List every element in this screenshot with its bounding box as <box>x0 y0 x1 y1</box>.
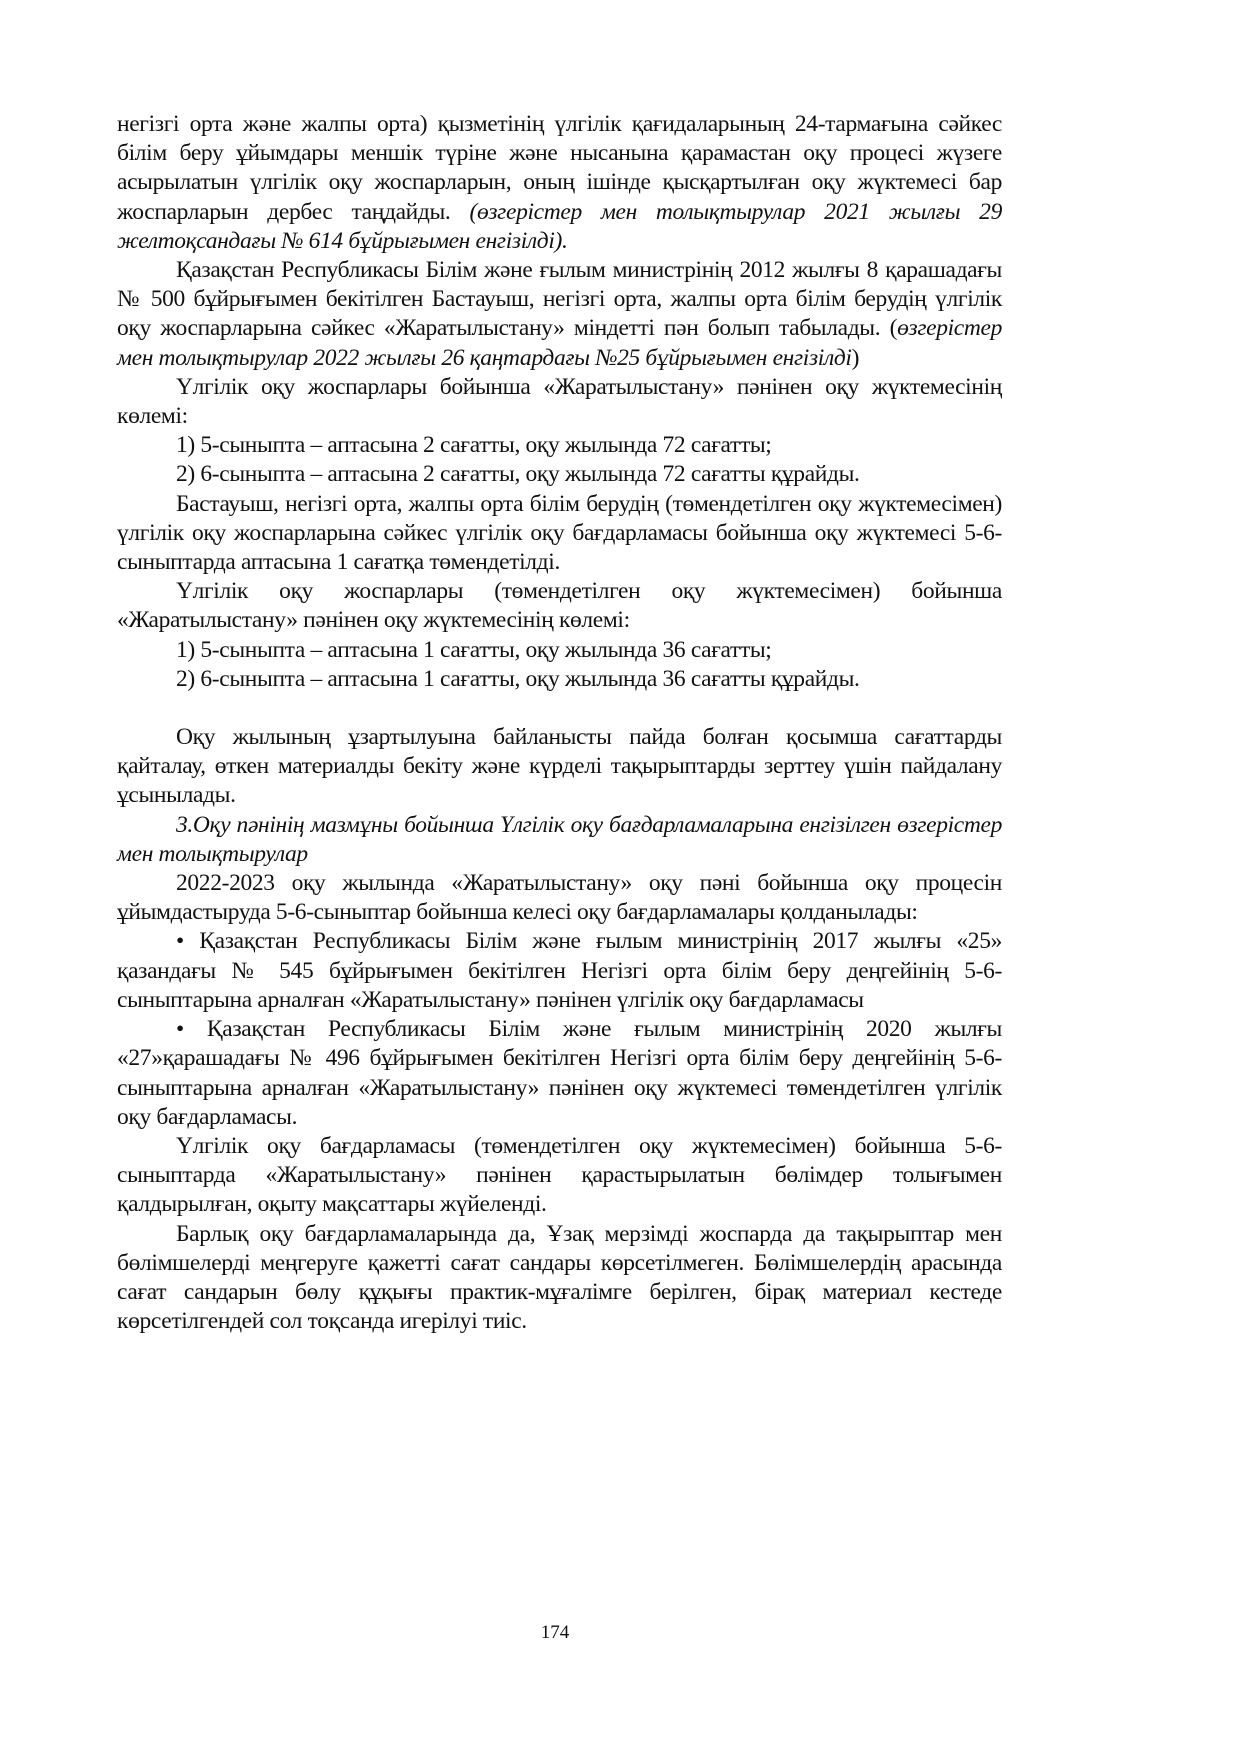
paragraph-programs-intro: 2022-2023 оқу жылында «Жаратылыстану» оқу пәні бойынша оқу процесін ұйымдастыруда 5-6-сыныптар бойынша келесі оқу бағдарламалары қолданылады: <box>117 870 1002 926</box>
bullet-text: Қазақстан Республикасы Білім және ғылым министрінің 2017 жылғы «25» қазандағы № 545 бұйрығымен бекітілген Негізгі орта білім беру деңгейінің 5-6-сыныптарына арналған «Жаратылыстану» пәнінен үлгілік оқу бағдарламасы <box>117 928 1002 1013</box>
list-item-full-load-grade5: 1) 5-сыныпта – аптасына 2 сағатты, оқу жылында 72 сағатты; <box>176 432 772 459</box>
list-item-full-load-grade6: 2) 6-сыныпта – аптасына 2 сағатты, оқу жылында 72 сағатты құрайды. <box>176 461 860 488</box>
list-item-reduced-load-grade5: 1) 5-сыныпта – аптасына 1 сағатты, оқу жылында 36 сағатты; <box>176 636 772 663</box>
document-body <box>117 110 1002 1336</box>
bullet-icon: • <box>176 928 184 955</box>
list-item-reduced-load-grade6: 2) 6-сыныпта – аптасына 1 сағатты, оқу жылында 36 сағатты құрайды. <box>176 665 860 692</box>
blank-line <box>117 694 1002 723</box>
closing-parenthesis: ) <box>851 344 860 371</box>
paragraph-mandatory-subject <box>117 256 1002 373</box>
paragraph-reduced-volume: Үлгілік оқу жоспарлары (төмендетілген оқу жүктемесімен) бойынша «Жаратылыстану» пәнінен оқу жүктемесінің көлемі: <box>117 578 1002 634</box>
page-number: 174 <box>540 1622 570 1643</box>
paragraph-text: негізгі орта және жалпы орта) қызметінің үлгілік қағидаларының 24-тармағына сәйкес білім беру ұйымдары меншік түріне және нысанына қарамастан оқу процесі жүзеге асырылатын үлгілік оқу жоспарларын, оның ішінде қысқартылған оқу жүктемесі бар жоспарларын дербес таңдайды. <box>117 111 1002 225</box>
paragraph-text: Қазақстан Республикасы Білім және ғылым министрінің 2012 жылғы 8 қарашадағы № 500 бұйрығымен бекітілген Бастауыш, негізгі орта, жалпы орта білім берудің үлгілік оқу жоспарларына сәйкес «Жаратылыстану» міндетті пән болып табылады. ( <box>117 257 1002 342</box>
bullet-item-program-2017 <box>117 927 1002 1015</box>
bullet-text: Қазақстан Республикасы Білім және ғылым министрінің 2020 жылғы «27»қарашадағы № 496 бұйрығымен бекітілген Негізгі орта білім беру деңгейінің 5-6-сыныптарына арналған «Жаратылыстану» пәнінен оқу жүктемесі төмендетілген үлгілік оқу бағдарламасы. <box>117 1016 1002 1130</box>
amendment-note: (өзгерістер мен толықтырулар 2021 жылғы 29 желтоқсандағы № 614 бұйрығымен енгізілді). <box>117 198 1002 254</box>
paragraph-selection-of-plans <box>117 110 1002 256</box>
paragraph-extra-hours: Оқу жылының ұзартылуына байланысты пайда болған қосымша сағаттарды қайталау, өткен материалды бекіту және күрделі тақырыптарды зерттеу үшін пайдалану ұсынылады. <box>117 724 1002 809</box>
paragraph-reduced-intro: Бастауыш, негізгі орта, жалпы орта білім берудің (төмендетілген оқу жүктемесімен) үлгілік оқу жоспарларына сәйкес үлгілік оқу бағдарламасы бойынша оқу жүктемесі 5-6-сыныптарда аптасына 1 сағатқа төмендетілді. <box>117 490 1002 576</box>
paragraph-sections-kept: Үлгілік оқу бағдарламасы (төмендетілген оқу жүктемесімен) бойынша 5-6-сыныптарда «Жаратылыстану» пәнінен қарастырылатын бөлімдер толығымен қалдырылған, оқыту мақсаттары жүйеленді. <box>117 1132 1002 1218</box>
amendment-note: өзгерістер мен толықтырулар 2022 жылғы 26 қаңтардағы №25 бұйрығымен енгізілді <box>117 315 1002 371</box>
section-heading: 3.Оқу пәнінің мазмұны бойынша Үлгілік оқу бағдарламаларына енгізілген өзгерістер мен толықтырулар <box>117 811 1002 867</box>
bullet-icon: • <box>176 1016 184 1043</box>
paragraph-text: Үлгілік оқу жоспарлары бойынша «Жаратылыстану» пәнінен оқу жүктемесінің көлемі: <box>117 373 1002 430</box>
paragraph-load-volume <box>117 373 1002 431</box>
bullet-item-program-2020 <box>117 1015 1002 1132</box>
paragraph-hours-distribution: Барлық оқу бағдарламаларында да, Ұзақ мерзімді жоспарда да тақырыптар мен бөлімшелерді меңгеруге қажетті сағат сандары көрсетілмеген. Бөлімшелердің арасында сағат сандарын бөлу құқығы практик-мұғалімге берілген, бірақ материал кестеде көрсетілгендей сол тоқсанда игерілуі тиіс. <box>117 1220 1002 1335</box>
